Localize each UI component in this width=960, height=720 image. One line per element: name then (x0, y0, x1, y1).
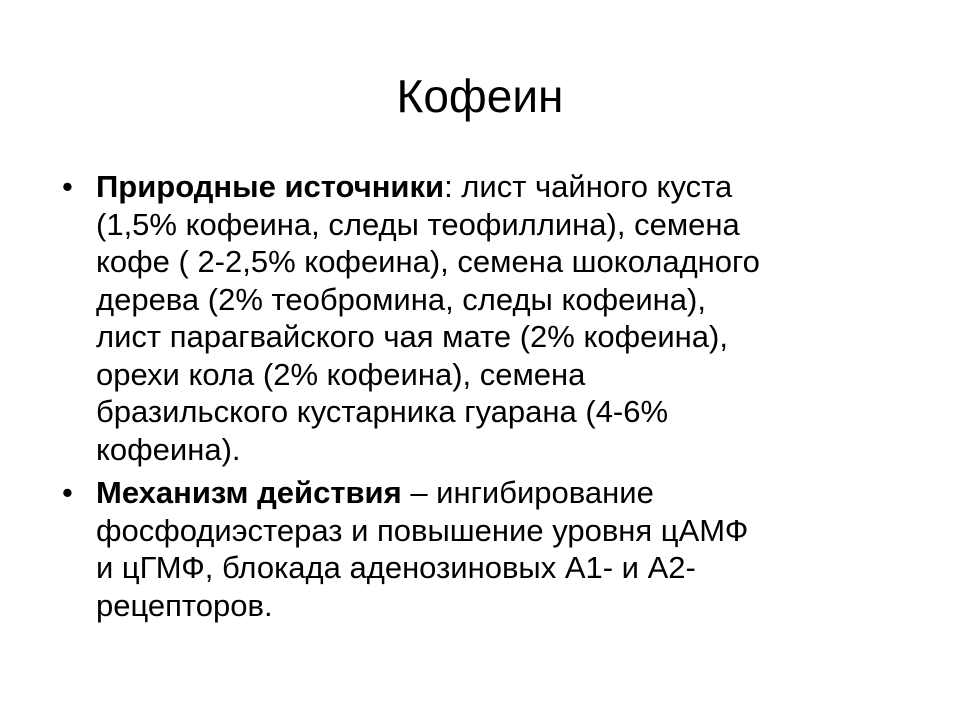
bullet-term: Механизм действия (96, 475, 402, 510)
bullet-mechanism (62, 474, 862, 624)
slide-title: Кофеин (396, 70, 564, 122)
bullet-line: фосфодиэстераз и повышение уровня цАМФ (96, 512, 749, 548)
bullet-list (62, 168, 862, 630)
bullet-line: (1,5% кофеина, следы теофиллина), семена (96, 206, 740, 242)
bullet-text (96, 169, 760, 467)
bullet-marker: • (62, 169, 73, 204)
bullet-line: лист парагвайского чая мате (2% кофеина), (96, 319, 728, 354)
bullet-line: – ингибирование (401, 475, 654, 510)
bullet-line: : лист чайного куста (444, 169, 733, 204)
bullet-line: бразильского кустарника гуарана (4-6% (96, 394, 669, 429)
bullet-marker: • (62, 475, 73, 510)
bullet-natural-sources (62, 168, 862, 468)
bullet-line: орехи кола (2% кофеина), семена (96, 356, 586, 392)
bullet-line: рецепторов. (96, 587, 273, 623)
bullet-line: дерева (2% теобромина, следы кофеина), (96, 281, 706, 317)
bullet-line: кофе ( 2-2,5% кофеина), семена шоколадного (96, 244, 760, 279)
bullet-line: кофеина). (96, 431, 241, 467)
bullet-line: и цГМФ, блокада аденозиновых А1- и А2- (96, 550, 696, 585)
bullet-term: Природные источники (96, 169, 445, 204)
bullet-text (96, 475, 748, 623)
